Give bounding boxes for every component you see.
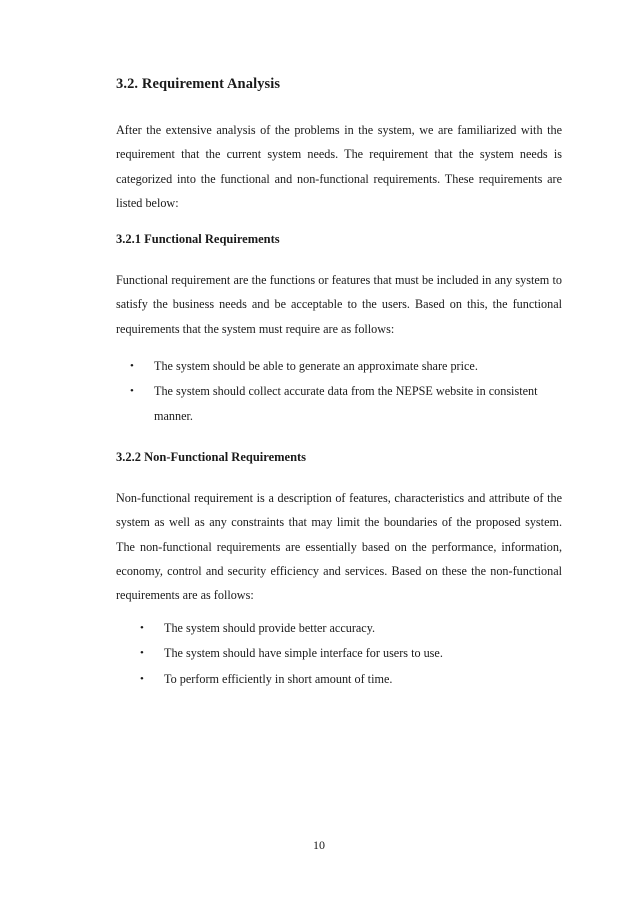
bullet-icon: • [130, 385, 134, 398]
bullet-icon: • [140, 647, 144, 660]
page-number: 10 [313, 838, 325, 852]
list-item-text: To perform efficiently in short amount of time. [164, 671, 393, 686]
functional-requirements-heading: 3.2.1 Functional Requirements [116, 232, 280, 246]
list-item [140, 667, 562, 691]
bullet-icon: • [130, 360, 134, 372]
functional-list [130, 354, 562, 429]
bullet-icon: • [140, 622, 144, 634]
non-functional-list [140, 616, 562, 692]
list-item [130, 354, 562, 378]
list-item-text: The system should collect accurate data from the NEPSE website in consistent manner. [154, 384, 538, 423]
list-item-text: The system should have simple interface for users to use. [164, 646, 443, 661]
bullet-icon: • [140, 672, 144, 685]
functional-paragraph: Functional requirement are the functions or features that must be included in any system to satisfy the business needs and be acceptable to the users. Based on this, the functional requirements that the system must require are as follows: [116, 273, 562, 336]
list-item [140, 616, 562, 640]
list-item-text: The system should provide better accuracy. [164, 621, 376, 635]
intro-paragraph: After the extensive analysis of the problems in the system, we are familiarized with the requirement that the current system needs. The requirement that the system needs is categorized into the functional and non-functional requirements. These requirements are listed below: [116, 123, 562, 210]
section-heading: 3.2. Requirement Analysis [116, 76, 281, 92]
non-functional-paragraph: Non-functional requirement is a description of features, characteristics and attribute of the system as well as any constraints that may limit the boundaries of the proposed system. The non-functional requirements are essentially based on the performance, information, economy, control and security efficiency and services. Based on these the non-functional requirements are as follows: [116, 491, 562, 603]
list-item [130, 379, 562, 428]
list-item-text: The system should be able to generate an approximate share price. [154, 359, 478, 373]
list-item [140, 641, 562, 665]
non-functional-requirements-heading: 3.2.2 Non-Functional Requirements [116, 450, 307, 464]
